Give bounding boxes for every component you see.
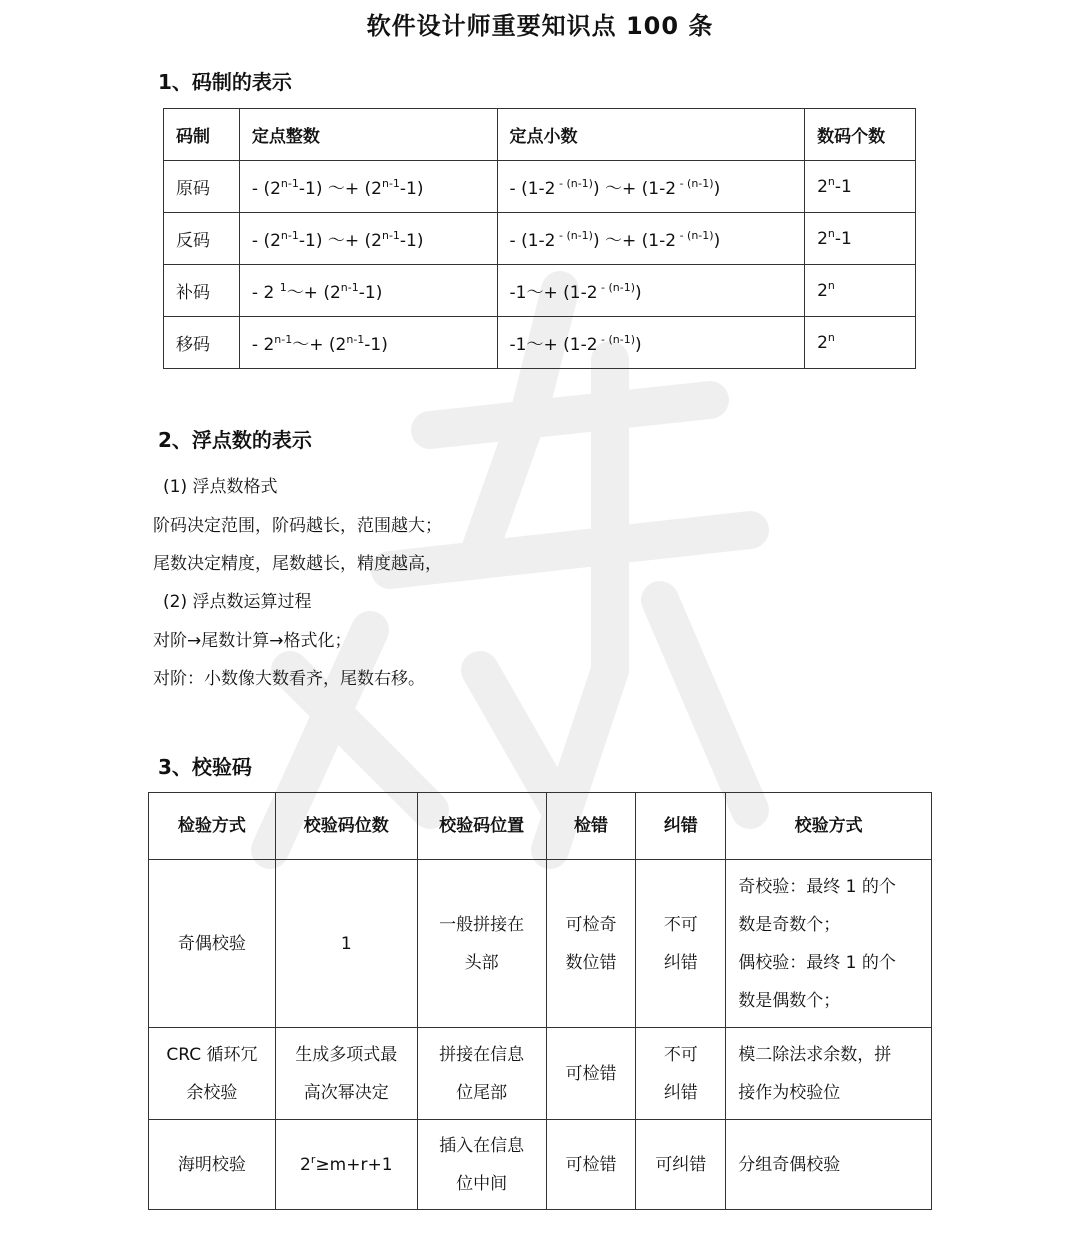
paragraph-line: 对阶→尾数计算→格式化； <box>153 631 352 651</box>
approach-cell: 分组奇偶校验 <box>726 1120 932 1210</box>
method-cell: 奇偶校验 <box>149 860 276 1028</box>
detect-cell: 可检奇 数位错 <box>546 860 636 1028</box>
code-type-cell: 补码 <box>164 265 240 317</box>
table-row <box>149 860 932 1028</box>
method-cell: CRC 循环冗 余校验 <box>149 1028 276 1120</box>
detect-cell: 可检错 <box>546 1028 636 1120</box>
code-count-cell: 2$^n$-1 <box>805 161 916 213</box>
code-representation-table <box>163 108 916 369</box>
table-header-row <box>164 109 916 161</box>
column-header: 定点整数 <box>239 109 497 161</box>
correct-cell: 不可 纠错 <box>636 1028 726 1120</box>
paragraph-line: 阶码决定范围，阶码越长，范围越大； <box>153 516 442 536</box>
column-header: 定点小数 <box>497 109 805 161</box>
table-row <box>149 1028 932 1120</box>
fixed-fraction-range-cell: -1～+ (1-2 $^{- (n-1)}$) <box>497 265 805 317</box>
fixed-fraction-range-cell: - (1-2 $^{- (n-1)}$) ～+ (1-2 $^{- (n-1)}$) <box>497 213 805 265</box>
column-header: 校验码位数 <box>275 793 417 860</box>
table-row <box>164 213 916 265</box>
detect-cell: 可检错 <box>546 1120 636 1210</box>
column-header: 数码个数 <box>805 109 916 161</box>
table-header-row <box>149 793 932 860</box>
approach-cell: 模二除法求余数，拼 接作为校验位 <box>726 1028 932 1120</box>
fixed-integer-range-cell: - (2$^{n-1}$-1) ～+ $(2^{n-1}-1)$ <box>239 213 497 265</box>
approach-cell: 奇校验：最终 1 的个 数是奇数个； 偶校验：最终 1 的个 数是偶数个； <box>726 860 932 1028</box>
table-row <box>164 161 916 213</box>
fixed-fraction-range-cell: -1～+ (1-2 $^{- (n-1)}$) <box>497 317 805 369</box>
table-row <box>149 1120 932 1210</box>
column-header: 纠错 <box>636 793 726 860</box>
paragraph-line: 尾数决定精度，尾数越长，精度越高， <box>153 554 442 574</box>
section2-heading: 2、浮点数的表示 <box>158 428 312 452</box>
code-type-cell: 移码 <box>164 317 240 369</box>
code-count-cell: 2$^n$ <box>805 317 916 369</box>
column-header: 检验方式 <box>149 793 276 860</box>
code-type-cell: 原码 <box>164 161 240 213</box>
position-cell: 一般拼接在 头部 <box>417 860 546 1028</box>
fixed-fraction-range-cell: - (1-2 $^{- (n-1)}$) ～+ (1-2 $^{- (n-1)}$) <box>497 161 805 213</box>
code-type-cell: 反码 <box>164 213 240 265</box>
paragraph-line: (2) 浮点数运算过程 <box>163 592 312 612</box>
section1-heading: 1、码制的表示 <box>158 70 292 94</box>
column-header: 校验方式 <box>726 793 932 860</box>
table-row <box>164 265 916 317</box>
column-header: 码制 <box>164 109 240 161</box>
bits-cell: $2^r\ge m+r+1$ <box>275 1120 417 1210</box>
table-row <box>164 317 916 369</box>
column-header: 检错 <box>546 793 636 860</box>
position-cell: 拼接在信息 位尾部 <box>417 1028 546 1120</box>
bits-cell: 生成多项式最 高次幂决定 <box>275 1028 417 1120</box>
code-count-cell: 2$^n$-1 <box>805 213 916 265</box>
method-cell: 海明校验 <box>149 1120 276 1210</box>
fixed-integer-range-cell: - 2 $^1$～+ $(2^{n-1}-1)$ <box>239 265 497 317</box>
correct-cell: 不可 纠错 <box>636 860 726 1028</box>
bits-cell: 1 <box>275 860 417 1028</box>
column-header: 校验码位置 <box>417 793 546 860</box>
code-count-cell: 2$^n$ <box>805 265 916 317</box>
paragraph-line: 对阶：小数像大数看齐，尾数右移。 <box>153 669 425 689</box>
fixed-integer-range-cell: - $2^{n-1}\sim+ (2^{n-1}-1)$ <box>239 317 497 369</box>
section3-heading: 3、校验码 <box>158 755 252 779</box>
paragraph-line: (1) 浮点数格式 <box>163 477 278 497</box>
page-title: 软件设计师重要知识点 100 条 <box>366 12 714 40</box>
correct-cell: 可纠错 <box>636 1120 726 1210</box>
fixed-integer-range-cell: - (2$^{n-1}$-1) ～+ $(2^{n-1}-1)$ <box>239 161 497 213</box>
check-code-table <box>148 792 932 1210</box>
position-cell: 插入在信息 位中间 <box>417 1120 546 1210</box>
